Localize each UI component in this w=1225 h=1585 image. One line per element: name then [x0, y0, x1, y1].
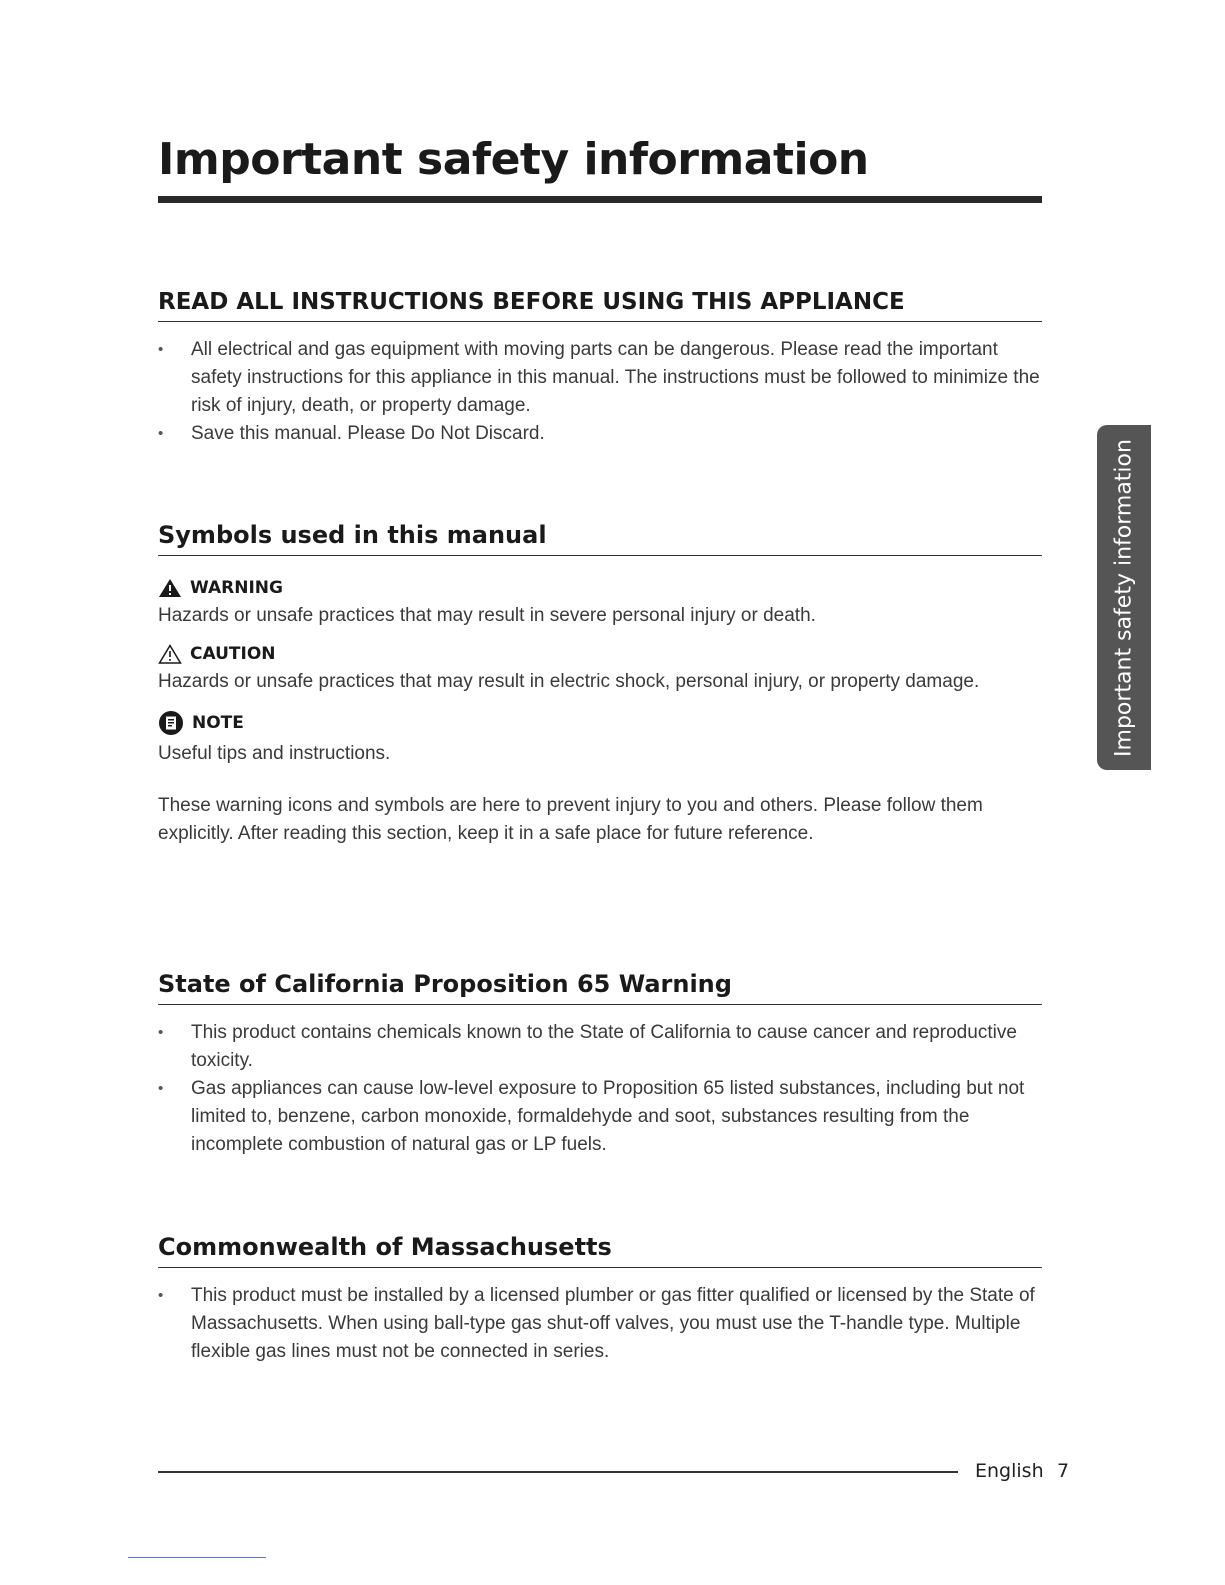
caution-label: CAUTION: [190, 644, 276, 664]
read-all-bullet-list: [158, 336, 1042, 448]
side-tab-label: Important safety information: [1111, 438, 1137, 757]
note-heading: [158, 710, 1042, 736]
bottom-edge-line: [128, 1557, 266, 1558]
section-california: [158, 970, 1042, 1159]
title-rule: [158, 196, 1042, 203]
footer-rule: [158, 1471, 958, 1473]
page-title: Important safety information: [158, 134, 869, 185]
warning-text: Hazards or unsafe practices that may result in severe personal injury or death.: [158, 605, 816, 626]
caution-text: Hazards or unsafe practices that may result in electric shock, personal injury, or property damage.: [158, 671, 980, 692]
list-item: • This product contains chemicals known to the State of California to cause cancer and reproductive toxicity.: [158, 1019, 1042, 1075]
list-item: • All electrical and gas equipment with moving parts can be dangerous. Please read the important safety instructions for this appliance in this manual. The instructions must be followed to minimize the risk of injury, death, or property damage.: [158, 336, 1042, 420]
section-heading-read-all: READ ALL INSTRUCTIONS BEFORE USING THIS APPLIANCE: [158, 289, 1042, 322]
section-read-all: [158, 289, 1042, 448]
caution-heading: [158, 644, 1042, 664]
note-text: Useful tips and instructions.: [158, 743, 391, 764]
section-heading-symbols: Symbols used in this manual: [158, 521, 1042, 556]
page-number: 7: [1057, 1460, 1070, 1482]
section-heading-california: State of California Proposition 65 Warning: [158, 970, 1042, 1005]
california-bullet-list: [158, 1019, 1042, 1159]
list-item: • Save this manual. Please Do Not Discard.: [158, 420, 1042, 448]
note-label: NOTE: [192, 713, 244, 733]
section-massachusetts: [158, 1233, 1042, 1366]
note-icon: [158, 710, 184, 736]
warning-heading: [158, 578, 1042, 598]
list-item: • This product must be installed by a licensed plumber or gas fitter qualified or licensed by the State of Massachusetts. When using ball-type gas shut-off valves, you must use the T-handle type. Multiple flexible gas lines must not be connected in series.: [158, 1282, 1042, 1366]
warning-label: WARNING: [190, 578, 283, 598]
warning-filled-triangle-icon: [158, 578, 182, 598]
section-symbols: [158, 521, 1042, 848]
section-heading-massachusetts: Commonwealth of Massachusetts: [158, 1233, 1042, 1268]
side-chapter-tab: [1097, 425, 1151, 770]
symbols-paragraph: These warning icons and symbols are here to prevent injury to you and others. Please follow them explicitly. After reading this section, keep it in a safe place for future reference.: [158, 795, 983, 844]
footer-language: English: [975, 1460, 1044, 1482]
caution-outline-triangle-icon: [158, 644, 182, 664]
list-item: • Gas appliances can cause low-level exposure to Proposition 65 listed substances, including but not limited to, benzene, carbon monoxide, formaldehyde and soot, substances resulting from the incomplete combustion of natural gas or LP fuels.: [158, 1075, 1042, 1159]
massachusetts-bullet-list: [158, 1282, 1042, 1366]
